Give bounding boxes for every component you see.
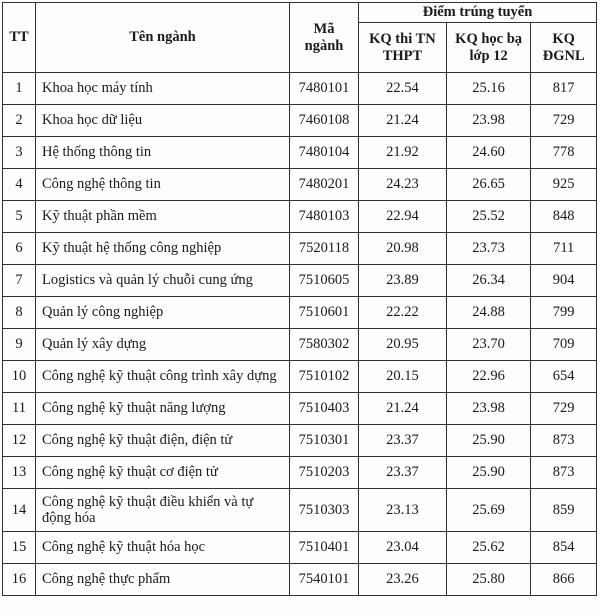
cell-code: 7460108 xyxy=(290,105,359,137)
cell-thpt: 22.54 xyxy=(359,73,447,105)
table-row xyxy=(3,233,597,265)
cell-tt: 3 xyxy=(3,137,36,169)
table-row xyxy=(3,361,597,393)
cell-code: 7480101 xyxy=(290,73,359,105)
cell-code: 7510401 xyxy=(290,532,359,564)
header-group: Điểm trúng tuyển xyxy=(359,3,597,23)
cell-name: Kỹ thuật hệ thống công nghiệp xyxy=(36,233,290,265)
cell-hocba: 23.98 xyxy=(446,393,530,425)
cell-tt: 16 xyxy=(3,564,36,596)
cell-tt: 10 xyxy=(3,361,36,393)
cell-thpt: 23.26 xyxy=(359,564,447,596)
cell-thpt: 22.94 xyxy=(359,201,447,233)
table-row xyxy=(3,489,597,532)
cell-dgnl: 866 xyxy=(531,564,597,596)
header-name: Tên ngành xyxy=(36,3,290,73)
cell-hocba: 26.65 xyxy=(446,169,530,201)
cell-thpt: 20.15 xyxy=(359,361,447,393)
cell-dgnl: 654 xyxy=(531,361,597,393)
cell-name: Công nghệ thực phẩm xyxy=(36,564,290,596)
table-row xyxy=(3,169,597,201)
cell-name: Công nghệ thông tin xyxy=(36,169,290,201)
cell-code: 7580302 xyxy=(290,329,359,361)
cell-thpt: 23.13 xyxy=(359,489,447,532)
cell-hocba: 25.90 xyxy=(446,425,530,457)
cell-hocba: 23.70 xyxy=(446,329,530,361)
cell-hocba: 23.73 xyxy=(446,233,530,265)
header-code: Mã ngành xyxy=(290,3,359,73)
cell-thpt: 23.04 xyxy=(359,532,447,564)
cell-code: 7510605 xyxy=(290,265,359,297)
cell-code: 7480201 xyxy=(290,169,359,201)
cell-dgnl: 729 xyxy=(531,105,597,137)
cell-hocba: 26.34 xyxy=(446,265,530,297)
cell-hocba: 22.96 xyxy=(446,361,530,393)
table-row xyxy=(3,201,597,233)
cell-hocba: 25.90 xyxy=(446,457,530,489)
cell-code: 7480103 xyxy=(290,201,359,233)
cell-name: Quản lý xây dựng xyxy=(36,329,290,361)
cell-name: Logistics và quản lý chuỗi cung ứng xyxy=(36,265,290,297)
cell-tt: 11 xyxy=(3,393,36,425)
cell-dgnl: 709 xyxy=(531,329,597,361)
table-row xyxy=(3,564,597,596)
cell-hocba: 25.16 xyxy=(446,73,530,105)
cell-dgnl: 799 xyxy=(531,297,597,329)
cell-tt: 7 xyxy=(3,265,36,297)
cell-tt: 14 xyxy=(3,489,36,532)
cell-dgnl: 854 xyxy=(531,532,597,564)
cell-dgnl: 859 xyxy=(531,489,597,532)
table-row xyxy=(3,425,597,457)
cell-code: 7510601 xyxy=(290,297,359,329)
admission-scores-table xyxy=(2,2,597,596)
cell-name: Công nghệ kỹ thuật hóa học xyxy=(36,532,290,564)
cell-code: 7510301 xyxy=(290,425,359,457)
cell-dgnl: 873 xyxy=(531,425,597,457)
cell-hocba: 25.69 xyxy=(446,489,530,532)
cell-thpt: 21.24 xyxy=(359,393,447,425)
cell-hocba: 23.98 xyxy=(446,105,530,137)
cell-name: Hệ thống thông tin xyxy=(36,137,290,169)
table-row xyxy=(3,329,597,361)
cell-code: 7510102 xyxy=(290,361,359,393)
cell-thpt: 23.37 xyxy=(359,425,447,457)
table-row xyxy=(3,105,597,137)
cell-name: Khoa học máy tính xyxy=(36,73,290,105)
cell-dgnl: 817 xyxy=(531,73,597,105)
cell-hocba: 25.62 xyxy=(446,532,530,564)
cell-hocba: 24.88 xyxy=(446,297,530,329)
header-hocba: KQ học bạ lớp 12 xyxy=(446,23,530,73)
cell-tt: 9 xyxy=(3,329,36,361)
cell-code: 7510403 xyxy=(290,393,359,425)
cell-dgnl: 729 xyxy=(531,393,597,425)
table-row xyxy=(3,137,597,169)
cell-dgnl: 848 xyxy=(531,201,597,233)
cell-thpt: 20.98 xyxy=(359,233,447,265)
cell-name: Khoa học dữ liệu xyxy=(36,105,290,137)
cell-name: Công nghệ kỹ thuật năng lượng xyxy=(36,393,290,425)
cell-tt: 15 xyxy=(3,532,36,564)
cell-code: 7510303 xyxy=(290,489,359,532)
header-dgnl: KQ ĐGNL xyxy=(531,23,597,73)
cell-dgnl: 778 xyxy=(531,137,597,169)
cell-tt: 5 xyxy=(3,201,36,233)
table-row xyxy=(3,532,597,564)
cell-code: 7520118 xyxy=(290,233,359,265)
cell-tt: 2 xyxy=(3,105,36,137)
cell-tt: 8 xyxy=(3,297,36,329)
cell-name: Quản lý công nghiệp xyxy=(36,297,290,329)
cell-dgnl: 711 xyxy=(531,233,597,265)
cell-tt: 13 xyxy=(3,457,36,489)
cell-name: Công nghệ kỹ thuật công trình xây dựng xyxy=(36,361,290,393)
cell-thpt: 23.37 xyxy=(359,457,447,489)
table-row xyxy=(3,73,597,105)
cell-code: 7510203 xyxy=(290,457,359,489)
table-row xyxy=(3,297,597,329)
cell-tt: 12 xyxy=(3,425,36,457)
cell-name: Công nghệ kỹ thuật cơ điện tử xyxy=(36,457,290,489)
cell-name: Công nghệ kỹ thuật điện, điện tử xyxy=(36,425,290,457)
cell-tt: 1 xyxy=(3,73,36,105)
cell-name: Kỹ thuật phần mềm xyxy=(36,201,290,233)
cell-thpt: 20.95 xyxy=(359,329,447,361)
cell-thpt: 24.23 xyxy=(359,169,447,201)
cell-hocba: 25.80 xyxy=(446,564,530,596)
cell-thpt: 23.89 xyxy=(359,265,447,297)
cell-dgnl: 873 xyxy=(531,457,597,489)
cell-dgnl: 904 xyxy=(531,265,597,297)
cell-thpt: 21.24 xyxy=(359,105,447,137)
header-tt: TT xyxy=(3,3,36,73)
cell-hocba: 25.52 xyxy=(446,201,530,233)
table-row xyxy=(3,265,597,297)
cell-name: Công nghệ kỹ thuật điều khiển và tự động hóa xyxy=(36,489,290,532)
cell-tt: 6 xyxy=(3,233,36,265)
cell-thpt: 21.92 xyxy=(359,137,447,169)
cell-thpt: 22.22 xyxy=(359,297,447,329)
cell-hocba: 24.60 xyxy=(446,137,530,169)
cell-code: 7480104 xyxy=(290,137,359,169)
table-row xyxy=(3,457,597,489)
cell-dgnl: 925 xyxy=(531,169,597,201)
table-row xyxy=(3,393,597,425)
cell-tt: 4 xyxy=(3,169,36,201)
cell-code: 7540101 xyxy=(290,564,359,596)
header-thpt: KQ thi TN THPT xyxy=(359,23,447,73)
